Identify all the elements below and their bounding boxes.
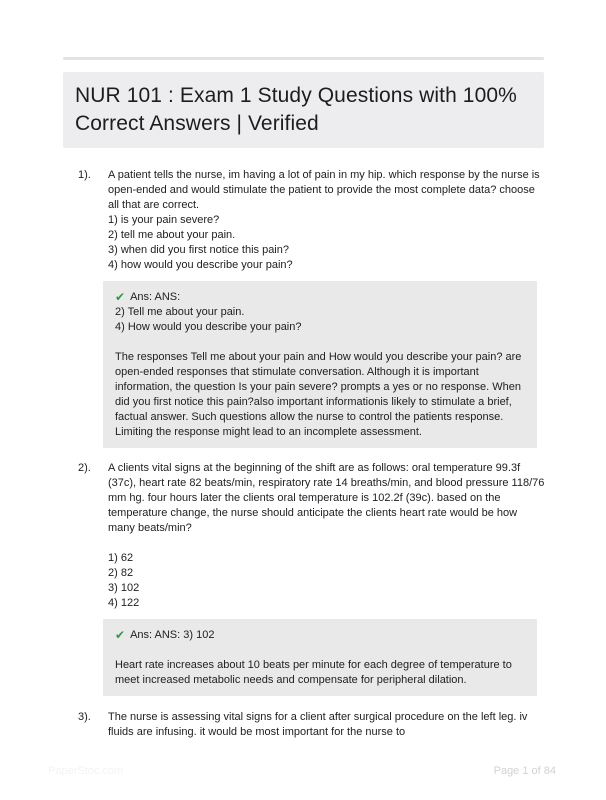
question-body bbox=[108, 168, 548, 448]
answer-explanation: Heart rate increases about 10 beats per minute for each degree of temperature to meet increased metabolic needs and compensate for peripheral dilation. bbox=[115, 659, 512, 686]
answer-label: Ans: ANS: 3) 102 bbox=[130, 629, 215, 641]
answer-line: 4) How would you describe your pain? bbox=[115, 321, 302, 333]
watermark-text: PaperStoc.com bbox=[48, 765, 124, 777]
question-options bbox=[108, 551, 548, 611]
question-body bbox=[108, 461, 548, 696]
answer-box bbox=[103, 281, 537, 448]
option-line: 3) when did you first notice this pain? bbox=[108, 244, 289, 256]
question-item-3 bbox=[78, 710, 550, 740]
check-icon: ✔ bbox=[115, 290, 126, 304]
option-line: 3) 102 bbox=[108, 582, 140, 594]
check-icon: ✔ bbox=[115, 628, 126, 642]
question-item-2 bbox=[78, 461, 550, 696]
page-number-indicator: Page 1 of 84 bbox=[493, 765, 556, 777]
answer-header bbox=[115, 290, 525, 305]
option-line: 2) tell me about your pain. bbox=[108, 229, 236, 241]
answer-header bbox=[115, 628, 525, 643]
option-line: 1) is your pain severe? bbox=[108, 214, 220, 226]
question-text: A patient tells the nurse, im having a lot of pain in my hip. which response by the nurse is open-ended and would stimulate the patient to provide the most complete data? choose all that are correct. bbox=[108, 169, 540, 211]
question-body bbox=[108, 710, 548, 740]
answer-label: Ans: ANS: bbox=[130, 291, 181, 303]
question-number: 3). bbox=[78, 711, 91, 723]
option-line: 1) 62 bbox=[108, 552, 134, 564]
answer-explanation: The responses Tell me about your pain and How would you describe your pain? are open-ended responses that stimulate conversation. Although it is important information, the question Is your pain severe? prompts a yes or no response. When did you first notice this pain?also important informationis likely to stimulate a brief, factual answer. Such questions allow the nurse to control the patients response. Limiting the response might lead to an incomplete assessment. bbox=[115, 351, 522, 438]
option-line: 4) 122 bbox=[108, 597, 140, 609]
question-item-1 bbox=[78, 168, 550, 448]
question-number: 2). bbox=[78, 462, 91, 474]
question-options bbox=[108, 213, 548, 273]
option-line: 2) 82 bbox=[108, 567, 134, 579]
question-text: A clients vital signs at the beginning of the shift are as follows: oral temperature 99.3f (37c), heart rate 82 beats/min, respiratory rate 14 breaths/min, and blood pressure 118/76 mm hg. four hours later the clients oral temperature is 102.2f (39c). based on the temperature change, the nurse should anticipate the clients heart rate would be how many beats/min? bbox=[108, 462, 545, 534]
document-title-block bbox=[63, 72, 544, 148]
question-number: 1). bbox=[78, 169, 91, 181]
document-title: NUR 101 : Exam 1 Study Questions with 100% Correct Answers | Verified bbox=[75, 84, 517, 135]
question-text: The nurse is assessing vital signs for a client after surgical procedure on the left leg. iv fluids are infusing. it would be most important for the nurse to bbox=[108, 711, 528, 738]
previous-section-edge bbox=[63, 57, 544, 60]
answer-box bbox=[103, 619, 537, 696]
option-line: 4) how would you describe your pain? bbox=[108, 259, 293, 271]
answer-line: 2) Tell me about your pain. bbox=[115, 306, 245, 318]
